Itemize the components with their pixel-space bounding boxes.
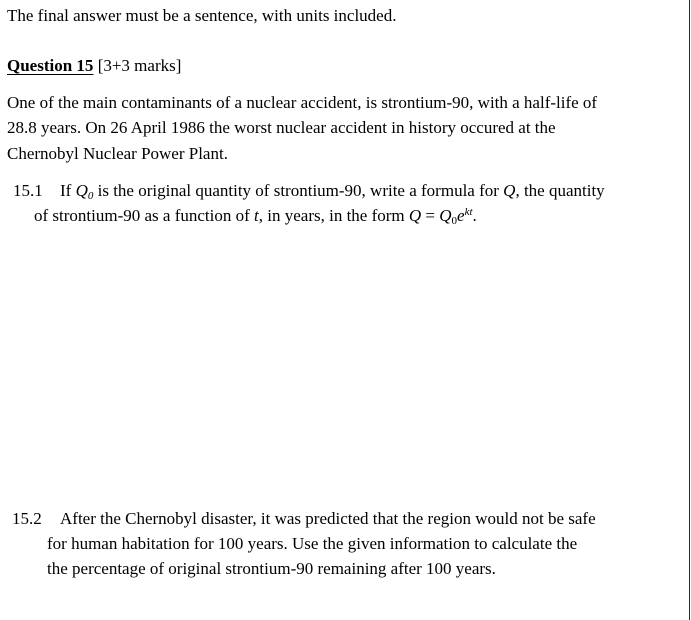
q0-symbol: $Q_0$ (75, 181, 94, 202)
part-15-1-text: is the original quantity of strontium-90, write a formula for (93, 181, 504, 200)
q-symbol: Q (503, 181, 516, 200)
question-heading (7, 55, 181, 77)
part-15-2-number: 15.2 (12, 509, 42, 528)
question-title: Question 15 (7, 56, 94, 75)
part-15-1-text: , the quantity (515, 181, 605, 200)
part-15-1-text: of strontium-90 as a function of (34, 206, 255, 225)
decay-formula: $Q = Q_0e^{kt}$ (408, 206, 473, 227)
part-15-1-text: . (472, 206, 477, 225)
t-symbol: t (254, 206, 259, 225)
question-marks: [3+3 marks] (97, 56, 182, 75)
instruction-note: The final answer must be a sentence, with units included. (7, 6, 397, 25)
part-15-1-number: 15.1 (13, 181, 43, 200)
question-intro-line-2: 28.8 years. On 26 April 1986 the worst nuclear accident in history occured at the (7, 118, 556, 137)
part-15-1-text: , in years, in the form (258, 206, 409, 225)
question-intro-line-1: One of the main contaminants of a nuclear accident, is strontium-90, with a half-life of (7, 93, 598, 112)
part-15-2-line-1: After the Chernobyl disaster, it was predicted that the region would not be safe (60, 509, 596, 528)
part-15-1-line-1 (60, 180, 605, 202)
page-edge-divider (689, 0, 690, 620)
question-intro-line-3: Chernobyl Nuclear Power Plant. (7, 144, 228, 163)
part-15-2-line-3: the percentage of original strontium-90 remaining after 100 years. (47, 559, 496, 578)
part-15-1-line-2 (34, 205, 477, 227)
part-15-1-text: If (60, 181, 76, 200)
part-15-2-line-2: for human habitation for 100 years. Use the given information to calculate the (47, 534, 578, 553)
